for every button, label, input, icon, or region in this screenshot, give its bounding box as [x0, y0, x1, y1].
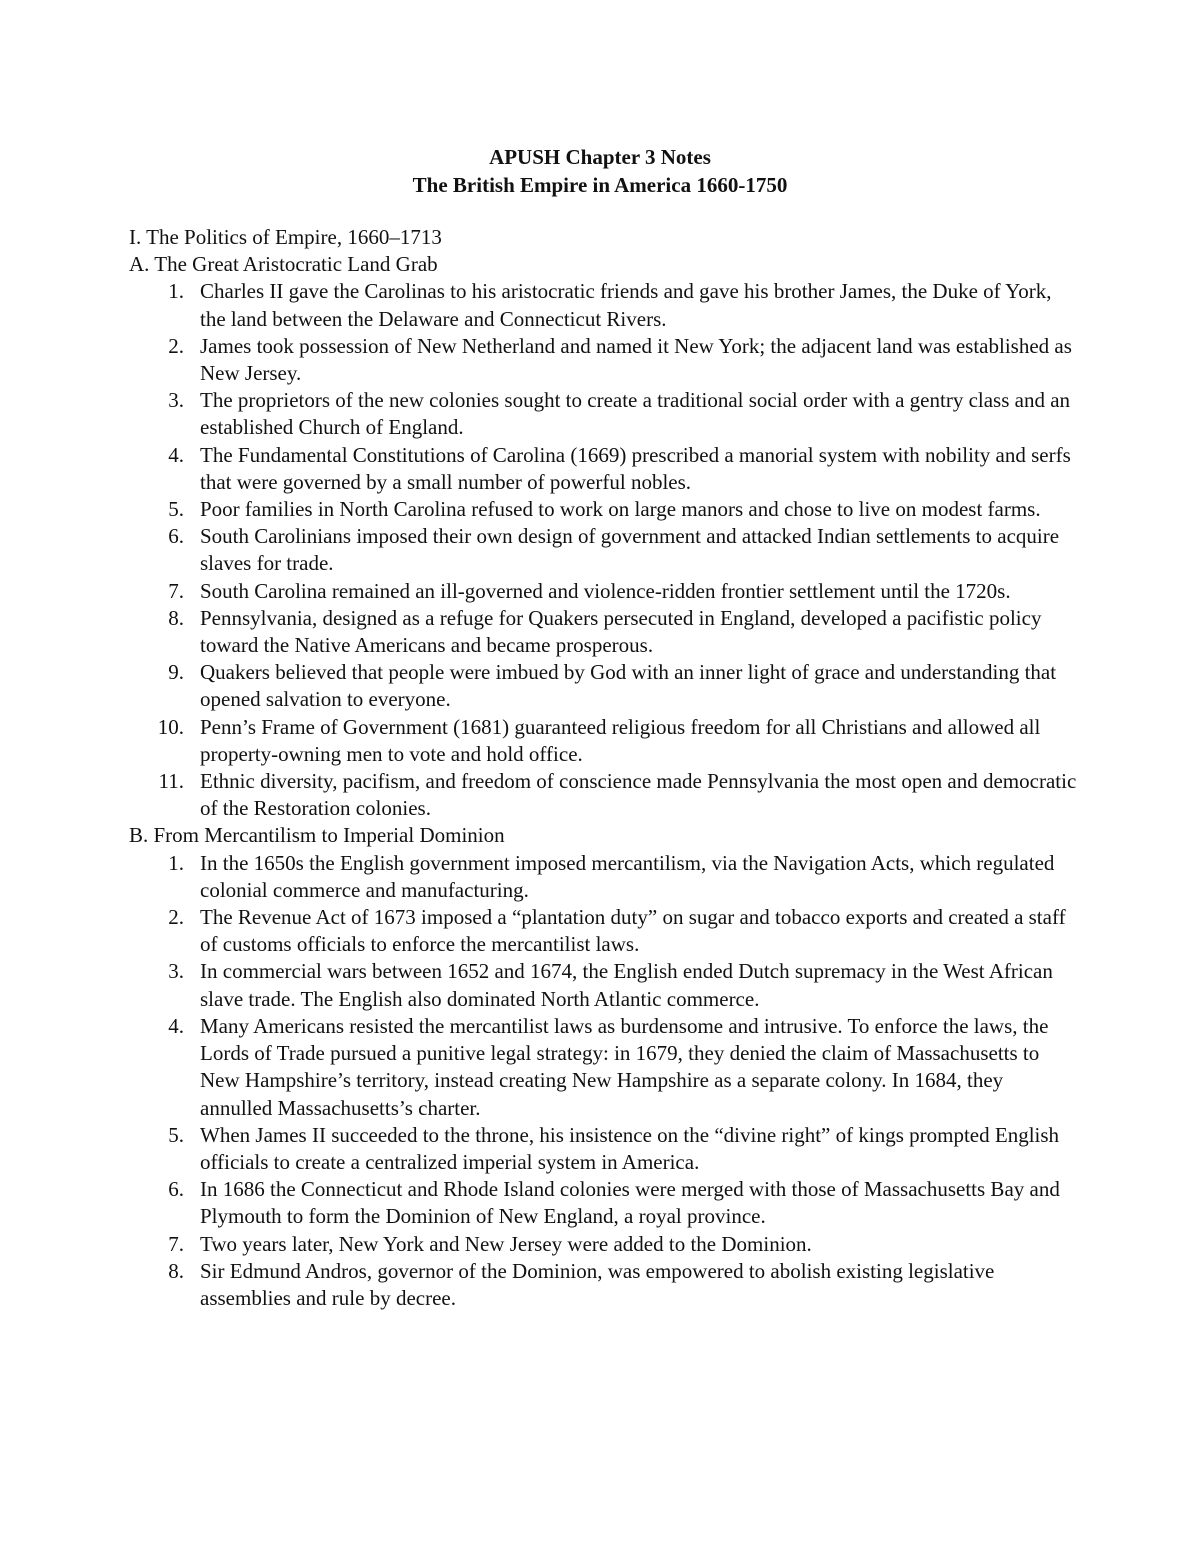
- list-item: [129, 958, 1079, 1012]
- item-text: The Fundamental Constitutions of Carolina (1669) prescribed a manorial system with nobility and serfs that were governed by a small number of powerful nobles.: [200, 442, 1071, 494]
- document-title: APUSH Chapter 3 Notes: [489, 145, 711, 169]
- subsection-a-list: [129, 278, 1079, 822]
- list-item: [129, 714, 1079, 768]
- item-text: Charles II gave the Carolinas to his aristocratic friends and gave his brother James, the Duke of York, the land between the Delaware and Connecticut Rivers.: [200, 279, 1052, 331]
- item-text: Two years later, New York and New Jersey were added to the Dominion.: [200, 1231, 812, 1256]
- item-text: When James II succeeded to the throne, his insistence on the “divine right” of kings prompted English officials to create a centralized imperial system in America.: [200, 1122, 1060, 1174]
- list-item: [129, 1013, 1079, 1122]
- item-text: Poor families in North Carolina refused to work on large manors and chose to live on modest farms.: [200, 497, 1041, 522]
- list-item: [129, 1176, 1079, 1230]
- item-number: 7.: [168, 1231, 184, 1256]
- item-text: In commercial wars between 1652 and 1674, the English ended Dutch supremacy in the West African slave trade. The English also dominated North Atlantic commerce.: [200, 959, 1053, 1011]
- item-number: 11.: [158, 769, 184, 794]
- item-number: 5.: [168, 497, 184, 522]
- subsection-heading-a: A. The Great Aristocratic Land Grab: [129, 252, 438, 277]
- item-text: Quakers believed that people were imbued by God with an inner light of grace and understanding that opened salvation to everyone.: [200, 660, 1057, 712]
- item-number: 2.: [168, 905, 184, 930]
- item-number: 4.: [168, 442, 184, 467]
- item-number: 3.: [168, 959, 184, 984]
- item-text: The proprietors of the new colonies sought to create a traditional social order with a gentry class and an established Church of England.: [200, 388, 1071, 440]
- item-text: Ethnic diversity, pacifism, and freedom of conscience made Pennsylvania the most open and democratic of the Restoration colonies.: [200, 769, 1077, 821]
- item-text: Pennsylvania, designed as a refuge for Quakers persecuted in England, developed a pacifistic policy toward the Native Americans and became prosperous.: [200, 605, 1042, 658]
- item-number: 6.: [168, 524, 184, 549]
- item-number: 1.: [168, 850, 184, 875]
- item-number: 1.: [168, 279, 184, 304]
- item-text: The Revenue Act of 1673 imposed a “plantation duty” on sugar and tobacco exports and created a staff of customs officials to enforce the mercantilist laws.: [200, 905, 1066, 957]
- item-number: 7.: [168, 578, 184, 603]
- list-item: [129, 1231, 1079, 1258]
- item-text: South Carolina remained an ill-governed and violence-ridden frontier settlement until the 1720s.: [200, 578, 1011, 603]
- list-item: [129, 523, 1079, 577]
- item-text: In 1686 the Connecticut and Rhode Island colonies were merged with those of Massachusetts Bay and Plymouth to form the Dominion of New England, a royal province.: [200, 1177, 1060, 1229]
- subsection-heading-b: B. From Mercantilism to Imperial Dominion: [129, 823, 505, 848]
- item-number: 8.: [168, 1258, 184, 1283]
- item-text: In the 1650s the English government imposed mercantilism, via the Navigation Acts, which regulated colonial commerce and manufacturing.: [200, 850, 1055, 902]
- list-item: [129, 442, 1079, 496]
- item-text: Sir Edmund Andros, governor of the Dominion, was empowered to abolish existing legislative assemblies and rule by decree.: [200, 1258, 995, 1310]
- item-number: 9.: [168, 660, 184, 685]
- item-number: 6.: [168, 1177, 184, 1202]
- item-number: 2.: [168, 333, 184, 358]
- item-text: Many Americans resisted the mercantilist laws as burdensome and intrusive. To enforce the laws, the Lords of Trade pursued a punitive legal strategy: in 1679, they denied the claim of Massachusetts to New Hampshire’s territory, instead creating New Hampshire as a separate colony. In 1684, they annulled Massachusetts’s charter.: [200, 1013, 1049, 1120]
- list-item: [129, 1258, 1079, 1312]
- item-number: 5.: [168, 1122, 184, 1147]
- item-text: South Carolinians imposed their own design of government and attacked Indian settlements to acquire slaves for trade.: [200, 524, 1060, 576]
- list-item: [129, 850, 1079, 904]
- list-item: [129, 768, 1079, 822]
- list-item: [129, 904, 1079, 958]
- section-heading: I. The Politics of Empire, 1660–1713: [129, 225, 442, 249]
- item-number: 3.: [168, 388, 184, 413]
- subsection-b-list: [129, 850, 1079, 1312]
- item-number: 10.: [157, 714, 184, 739]
- item-number: 4.: [168, 1013, 184, 1038]
- list-item: [129, 278, 1079, 332]
- list-item: [129, 578, 1079, 605]
- document-subtitle: The British Empire in America 1660-1750: [412, 173, 788, 197]
- list-item: [129, 659, 1079, 713]
- item-number: 8.: [168, 605, 184, 630]
- notes-body: [129, 224, 1079, 1312]
- list-item: [129, 1122, 1079, 1176]
- list-item: [129, 387, 1079, 441]
- item-text: Penn’s Frame of Government (1681) guaranteed religious freedom for all Christians and allowed all property-owning men to vote and hold office.: [200, 714, 1041, 766]
- title-block: [0, 143, 1200, 199]
- item-text: James took possession of New Netherland and named it New York; the adjacent land was established as New Jersey.: [200, 333, 1072, 386]
- list-item: [129, 496, 1079, 523]
- list-item: [129, 605, 1079, 659]
- list-item: [129, 333, 1079, 387]
